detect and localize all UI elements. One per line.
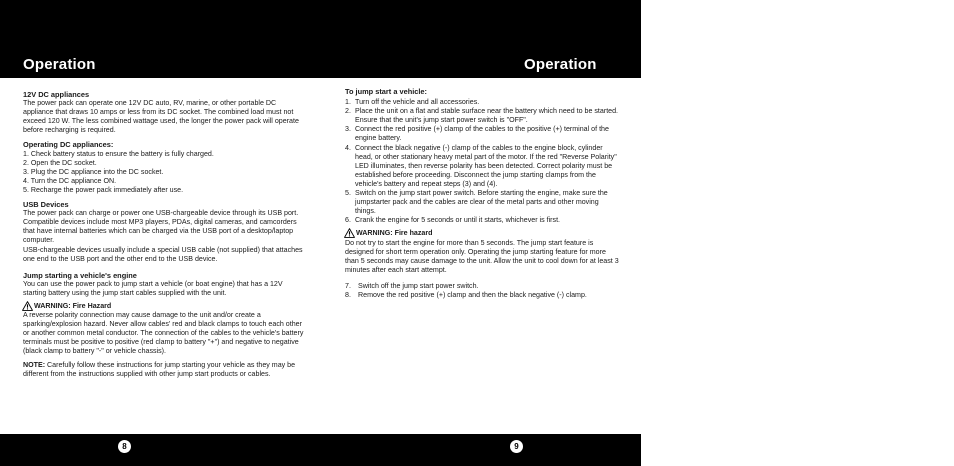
step-text: Turn off the vehicle and all accessories.: [355, 98, 480, 107]
page-heading-right: Operation: [524, 56, 597, 73]
warning-title-right: WARNING: Fire hazard: [356, 229, 433, 238]
usb-devices-body-2: USB-chargeable devices usually include a special USB cable (not supplied) that attaches one end to the USB port and the other end to the USB device.: [23, 245, 303, 263]
step-text: Switch on the jump start power switch. Before starting the engine, make sure the jumpstarter pack and the cables are clear of the metal parts and other moving things.: [355, 189, 608, 216]
footer-bar: [0, 434, 641, 466]
warning-body-right: Do not try to start the engine for more than 5 seconds. The jump start feature is designed for short term operation only. Operating the jump starting feature for more than 5 seconds may cause damage to the unit. Allow the unit to cool down for at least 3 minutes after each start attempt.: [345, 238, 619, 274]
step-number: 8.: [345, 290, 351, 299]
warning-title-left: WARNING: Fire Hazard: [34, 301, 112, 310]
warning-triangle-icon: [344, 228, 355, 238]
operating-dc-step: 2. Open the DC socket.: [23, 158, 97, 167]
step-number: 2.: [345, 107, 351, 116]
operating-dc-step: 1. Check battery status to ensure the battery is fully charged.: [23, 149, 214, 158]
dc-appliances-body: The power pack can operate one 12V DC auto, RV, marine, or other portable DC appliance that draws 10 amps or less from its DC socket. The combined load must not exceed 120 W. The less combined wattage used, the longer the power pack will operate before recharging is required.: [23, 99, 299, 135]
operating-dc-step: 4. Turn the DC appliance ON.: [23, 176, 117, 185]
list-item: [345, 125, 620, 143]
warning-triangle-icon: [22, 301, 33, 311]
step-text: Place the unit on a flat and stable surface near the battery which need to be started. Ensure that the unit's jump start power switch is "OFF".: [355, 107, 619, 125]
operating-dc-title: Operating DC appliances:: [23, 140, 114, 150]
operating-dc-step: 5. Recharge the power pack immediately after use.: [23, 185, 184, 194]
dc-appliances-title: 12V DC appliances: [23, 90, 90, 99]
step-text: Remove the red positive (+) clamp and then the black negative (-) clamp.: [358, 290, 587, 299]
step-number: 6.: [345, 216, 351, 225]
jump-steps-list: [345, 98, 620, 225]
page-number-left: 8: [118, 440, 131, 453]
operating-dc-step: 3. Plug the DC appliance into the DC socket.: [23, 167, 164, 176]
step-number: 3.: [345, 125, 351, 134]
right-page-content: [345, 87, 620, 300]
step-number: 7.: [345, 281, 351, 290]
jump-start-title: Jump starting a vehicle's engine: [23, 270, 137, 280]
list-item: [345, 144, 620, 189]
step-text: Connect the black negative (-) clamp of the cables to the engine block, cylinder head, or other stationary heavy metal part of the motor. If the red "Reverse Polarity" LED illuminates, then reverse polarity has been detected. Correct polarity must be established before proceeding. Disconnect the jump starting clamps from the vehicle's battery and repeat steps (3) and (4).: [355, 143, 617, 188]
step-number: 1.: [345, 98, 351, 107]
list-item: [345, 291, 620, 300]
step-text: Connect the red positive (+) clamp of the cables to the positive (+) terminal of the engine battery.: [355, 125, 609, 143]
step-number: 5.: [345, 189, 351, 198]
page-heading-left: Operation: [23, 56, 96, 73]
step-text: Switch off the jump start power switch.: [358, 281, 479, 290]
page-number-right: 9: [510, 440, 523, 453]
warning-body-left: A reverse polarity connection may cause damage to the unit and/or create a sparking/explosion hazard. Never allow cables' red and black clamps to touch each other or another common metal conductor. The connection of the cables to the vehicle's battery terminals must be positive to positive (red clamp to battery "+") and negative to negative (black clamp to battery "-" or vehicle chassis).: [23, 311, 304, 356]
list-item: [345, 216, 620, 225]
note-paragraph: [23, 361, 306, 379]
warning-heading-left: [23, 302, 306, 311]
jump-start-body: You can use the power pack to jump start a vehicle (or boat engine) that has a 12V starting battery using the jump start cables supplied with the unit.: [23, 279, 283, 297]
list-item: [345, 98, 620, 107]
jump-steps-title: To jump start a vehicle:: [345, 87, 428, 96]
usb-devices-body: The power pack can charge or power one USB-chargeable device through its USB port. Compatible devices include most MP3 players, PDAs, digital cameras, and camcorders that have internal batteries which can be charged via the USB port of a desktop/laptop computer.: [23, 209, 299, 245]
final-steps-list: [345, 282, 620, 300]
note-label: NOTE:: [23, 360, 46, 369]
warning-heading-right: [345, 229, 620, 238]
step-text: Crank the engine for 5 seconds or until it starts, whichever is first.: [355, 216, 561, 225]
left-page-content: [23, 90, 306, 379]
list-item: [345, 107, 620, 125]
note-body: Carefully follow these instructions for jump starting your vehicle as they may be different from the instructions supplied with other jump start products or cables.: [23, 360, 296, 378]
usb-devices-title: USB Devices: [23, 200, 69, 210]
list-item: [345, 189, 620, 216]
list-item: [345, 282, 620, 291]
step-number: 4.: [345, 143, 351, 152]
